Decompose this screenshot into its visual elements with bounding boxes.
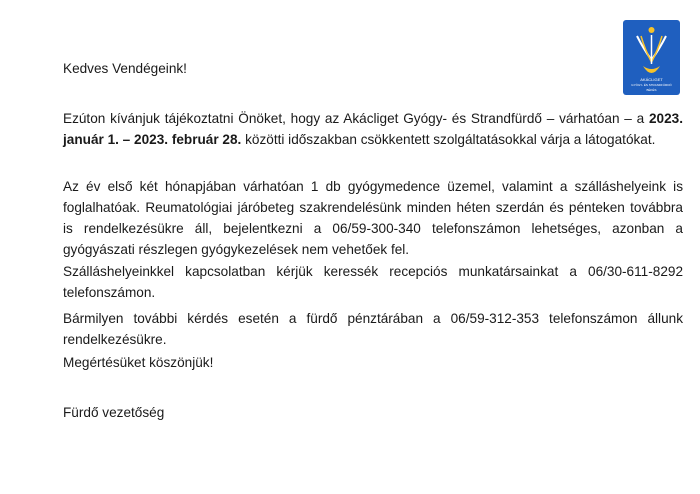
paragraph-1 [63,108,683,150]
paragraph-3: Szálláshelyeinkkel kapcsolatban kérjük keressék recepciós munkatársainkat a 06/30-611-8292 telefonszámon. [63,264,683,300]
p1-text-b: közötti időszakban csökkentett szolgáltatásokkal várja a látogatókat. [241,132,656,147]
p1-dates: 2023. január 1. – 2023. február 28. [63,111,683,147]
logo-text-3: BÉKÉS [646,88,657,92]
signature: Fürdő vezetőség [63,405,165,420]
paragraph-4: Bármilyen további kérdés esetén a fürdő pénztárában a 06/59-312-353 telefonszámon állunk rendelkezésükre. [63,311,683,347]
logo-text-2: GYÓGY- ÉS STRANDFÜRDŐ [631,83,672,87]
logo-text-1: AKÁCLIGET [640,77,663,82]
greeting: Kedves Vendégeink! [63,61,187,76]
closing-line: Megértésüket köszönjük! [63,355,214,370]
paragraph-2: Az év első két hónapjában várhatóan 1 db gyógymedence üzemel, valamint a szálláshelyeink is foglalhatóak. Reumatológiai járóbeteg szakrendelésünk minden héten szerdán és pénteken továbbra is rendelkezésükre áll, bejelentkezni a 06/59-300-340 telefonszámon lehetséges, azonban a gyógyászati részlegen gyógykezelések nem vehetőek fel. [63,179,683,257]
p1-text-a: Ezúton kívánjuk tájékoztatni Önöket, hogy az Akácliget Gyógy- és Strandfürdő – várhatóan – a [63,111,649,126]
